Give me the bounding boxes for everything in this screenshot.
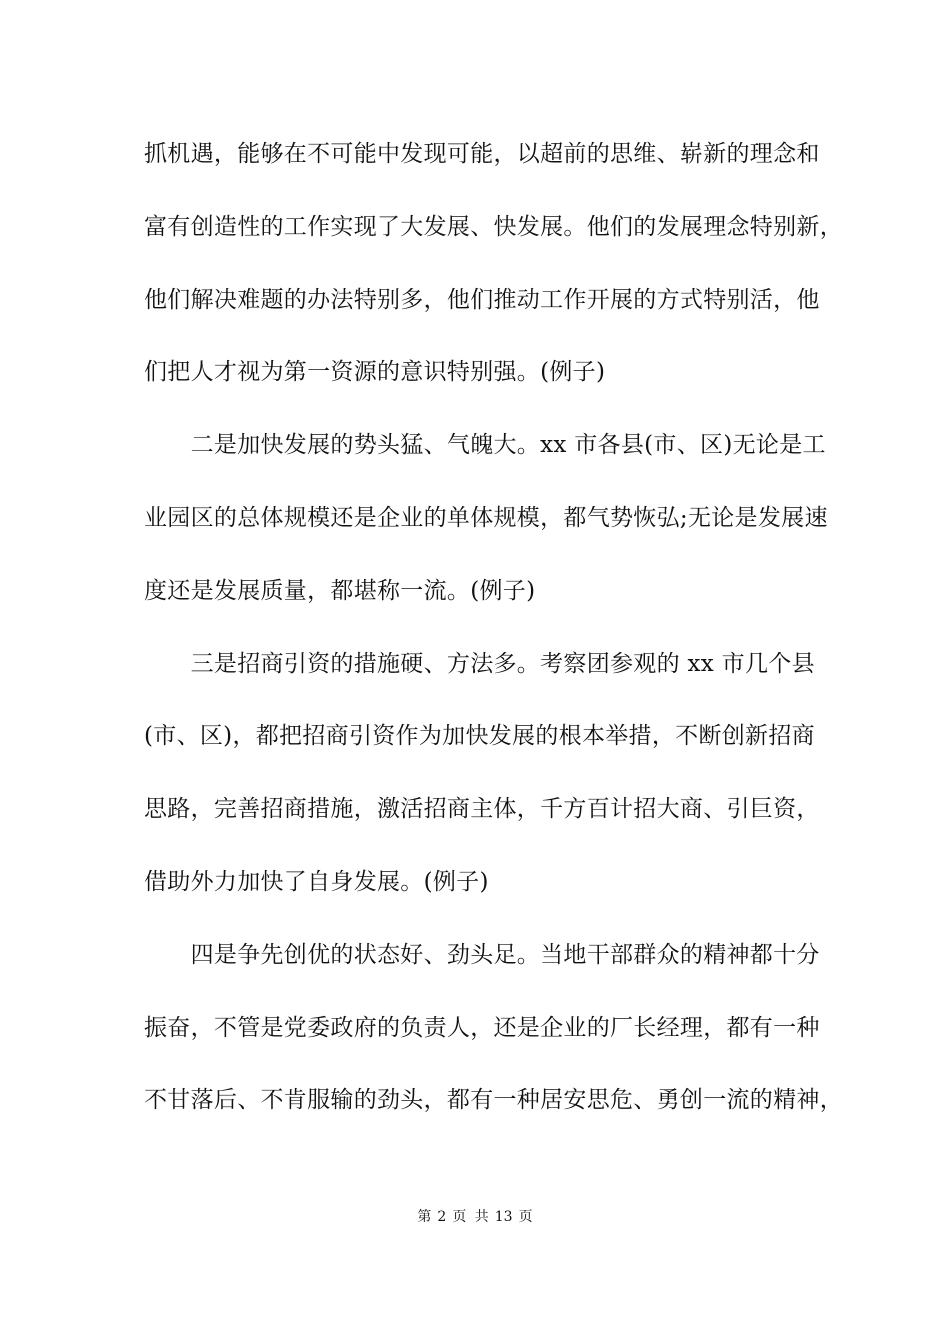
body-line-2: 富有创造性的工作实现了大发展、快发展。他们的发展理念特别新， xyxy=(144,213,843,240)
body-line-12: 四是争先创优的状态好、劲头足。当地干部群众的精神都十分 xyxy=(144,941,820,968)
body-line-9: (市、区)，都把招商引资作为加快发展的根本举措，不断创新招商 xyxy=(144,723,815,750)
document-body xyxy=(144,132,843,1151)
footer-suffix: 页 xyxy=(518,1209,533,1225)
body-line-8: 三是招商引资的措施硬、方法多。考察团参观的 xx 市几个县 xyxy=(144,650,815,677)
body-line-6: 业园区的总体规模还是企业的单体规模，都气势恢弘;无论是发展速 xyxy=(144,504,828,531)
body-line-1: 抓机遇，能够在不可能中发现可能，以超前的思维、崭新的理念和 xyxy=(144,141,820,167)
body-line-10: 思路，完善招商措施，激活招商主体，千方百计招大商、引巨资， xyxy=(144,796,820,823)
page-footer xyxy=(0,1206,950,1226)
body-line-11: 借助外力加快了自身发展。(例子) xyxy=(144,868,489,895)
body-line-4: 们把人才视为第一资源的意识特别强。(例子) xyxy=(144,359,606,386)
body-line-14: 不甘落后、不肯服输的劲头，都有一种居安思危、勇创一流的精神， xyxy=(144,1087,843,1114)
footer-prefix: 第 xyxy=(417,1209,432,1225)
body-line-3: 他们解决难题的办法特别多，他们推动工作开展的方式特别活，他 xyxy=(144,286,820,313)
footer-total-pages: 13 xyxy=(494,1209,513,1225)
body-line-5: 二是加快发展的势头猛、气魄大。xx 市各县(市、区)无论是工 xyxy=(144,432,826,459)
footer-mid: 页 共 xyxy=(452,1209,489,1225)
body-line-7: 度还是发展质量，都堪称一流。(例子) xyxy=(144,577,536,604)
footer-current-page: 2 xyxy=(437,1209,447,1225)
body-line-13: 振奋，不管是党委政府的负责人，还是企业的厂长经理，都有一种 xyxy=(144,1014,820,1041)
